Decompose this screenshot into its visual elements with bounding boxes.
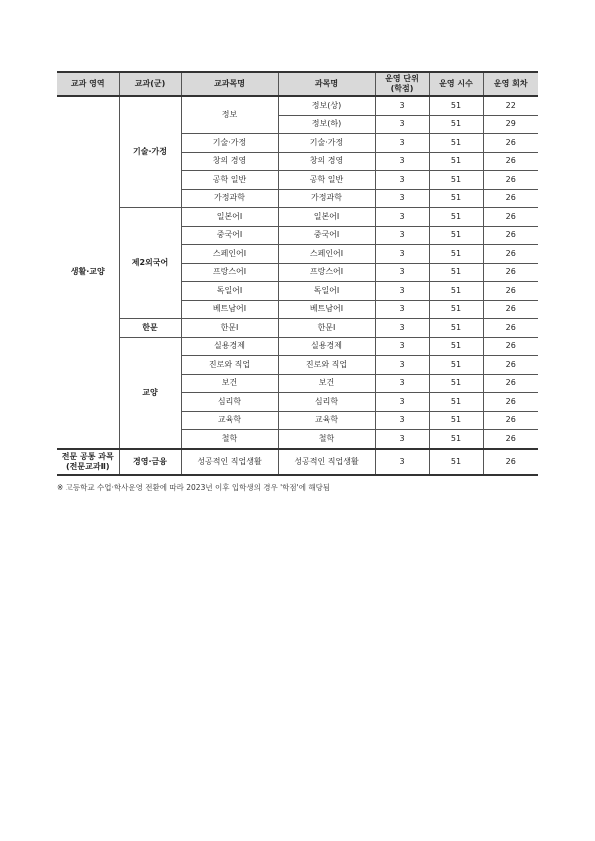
sessions-cell: 26: [483, 208, 538, 227]
course-cell: 보건: [278, 374, 375, 393]
group-cell: 교양: [119, 337, 181, 449]
group-cell: 한문: [119, 319, 181, 338]
subject-cell: 기술·가정: [181, 134, 278, 153]
course-cell: 스페인어Ⅰ: [278, 245, 375, 264]
units-cell: 3: [375, 430, 429, 449]
course-cell: 한문Ⅰ: [278, 319, 375, 338]
hours-cell: 51: [429, 208, 483, 227]
footnote: ※ 고등학교 수업·학사운영 전환에 따라 2023년 이후 입학생의 경우 '학점'에 해당됨: [57, 482, 331, 492]
table-row: [57, 449, 538, 475]
subject-cell: 가정과학: [181, 189, 278, 208]
units-cell: 3: [375, 208, 429, 227]
sessions-cell: 26: [483, 152, 538, 171]
header-row: [57, 72, 538, 96]
hours-cell: 51: [429, 411, 483, 430]
hours-cell: 51: [429, 356, 483, 375]
header-hours: 운영 시수: [429, 72, 483, 96]
units-cell: 3: [375, 374, 429, 393]
sessions-cell: 26: [483, 449, 538, 475]
sessions-cell: 26: [483, 374, 538, 393]
subject-cell: 진로와 직업: [181, 356, 278, 375]
course-cell: 기술·가정: [278, 134, 375, 153]
course-cell: 가정과학: [278, 189, 375, 208]
hours-cell: 51: [429, 449, 483, 475]
units-cell: 3: [375, 263, 429, 282]
table-row: [57, 96, 538, 115]
course-cell: 프랑스어Ⅰ: [278, 263, 375, 282]
sessions-cell: 26: [483, 282, 538, 301]
course-cell: 정보(하): [278, 115, 375, 134]
course-cell: 실용경제: [278, 337, 375, 356]
table-row: [57, 208, 538, 227]
group-cell: 제2외국어: [119, 208, 181, 319]
sessions-cell: 26: [483, 411, 538, 430]
units-cell: 3: [375, 134, 429, 153]
area-cell-vocational: [57, 449, 119, 475]
sessions-cell: 26: [483, 171, 538, 190]
sessions-cell: 26: [483, 393, 538, 412]
area-vocational-line2: (전문교과Ⅱ): [66, 461, 110, 471]
course-cell: 성공적인 직업생활: [278, 449, 375, 475]
hours-cell: 51: [429, 134, 483, 153]
units-cell: 3: [375, 356, 429, 375]
course-cell: 철학: [278, 430, 375, 449]
sessions-cell: 26: [483, 337, 538, 356]
sessions-cell: 26: [483, 300, 538, 319]
sessions-cell: 26: [483, 263, 538, 282]
subject-cell: 정보: [181, 96, 278, 134]
subject-cell: 독일어Ⅰ: [181, 282, 278, 301]
header-sessions: 운영 회차: [483, 72, 538, 96]
hours-cell: 51: [429, 374, 483, 393]
hours-cell: 51: [429, 245, 483, 264]
units-cell: 3: [375, 411, 429, 430]
units-cell: 3: [375, 115, 429, 134]
hours-cell: 51: [429, 430, 483, 449]
course-cell: 정보(상): [278, 96, 375, 115]
subject-cell: 창의 경영: [181, 152, 278, 171]
sessions-cell: 26: [483, 245, 538, 264]
units-cell: 3: [375, 449, 429, 475]
units-cell: 3: [375, 282, 429, 301]
sessions-cell: 26: [483, 430, 538, 449]
header-area: 교과 영역: [57, 72, 119, 96]
subject-cell: 심리학: [181, 393, 278, 412]
hours-cell: 51: [429, 319, 483, 338]
sessions-cell: 26: [483, 226, 538, 245]
subject-cell: 한문Ⅰ: [181, 319, 278, 338]
sessions-cell: 22: [483, 96, 538, 115]
curriculum-table: [57, 71, 538, 476]
sessions-cell: 29: [483, 115, 538, 134]
hours-cell: 51: [429, 300, 483, 319]
document-page: [57, 71, 538, 493]
sessions-cell: 26: [483, 356, 538, 375]
hours-cell: 51: [429, 115, 483, 134]
group-cell: 기술·가정: [119, 96, 181, 208]
sessions-cell: 26: [483, 319, 538, 338]
hours-cell: 51: [429, 189, 483, 208]
hours-cell: 51: [429, 226, 483, 245]
units-cell: 3: [375, 319, 429, 338]
units-cell: 3: [375, 226, 429, 245]
course-cell: 베트남어Ⅰ: [278, 300, 375, 319]
subject-cell: 철학: [181, 430, 278, 449]
table-row: [57, 337, 538, 356]
header-units: 운영 단위 (학점): [375, 72, 429, 96]
hours-cell: 51: [429, 96, 483, 115]
units-cell: 3: [375, 245, 429, 264]
subject-cell: 스페인어Ⅰ: [181, 245, 278, 264]
hours-cell: 51: [429, 337, 483, 356]
units-cell: 3: [375, 152, 429, 171]
sessions-cell: 26: [483, 189, 538, 208]
subject-cell: 공학 일반: [181, 171, 278, 190]
hours-cell: 51: [429, 263, 483, 282]
hours-cell: 51: [429, 393, 483, 412]
sessions-cell: 26: [483, 134, 538, 153]
course-cell: 교육학: [278, 411, 375, 430]
subject-cell: 일본어Ⅰ: [181, 208, 278, 227]
subject-cell: 프랑스어Ⅰ: [181, 263, 278, 282]
subject-cell: 보건: [181, 374, 278, 393]
course-cell: 공학 일반: [278, 171, 375, 190]
course-cell: 심리학: [278, 393, 375, 412]
units-cell: 3: [375, 189, 429, 208]
header-subject: 교과목명: [181, 72, 278, 96]
units-cell: 3: [375, 393, 429, 412]
area-cell: 생활·교양: [57, 96, 119, 449]
subject-cell: 베트남어Ⅰ: [181, 300, 278, 319]
subject-cell: 중국어Ⅰ: [181, 226, 278, 245]
subject-cell: 교육학: [181, 411, 278, 430]
area-vocational-line1: 전문 공통 과목: [61, 451, 114, 461]
group-cell: 경영·금융: [119, 449, 181, 475]
course-cell: 일본어Ⅰ: [278, 208, 375, 227]
header-group: 교과(군): [119, 72, 181, 96]
units-cell: 3: [375, 96, 429, 115]
subject-cell: 성공적인 직업생활: [181, 449, 278, 475]
subject-cell: 실용경제: [181, 337, 278, 356]
units-cell: 3: [375, 171, 429, 190]
table-row: [57, 319, 538, 338]
units-cell: 3: [375, 300, 429, 319]
course-cell: 창의 경영: [278, 152, 375, 171]
units-cell: 3: [375, 337, 429, 356]
hours-cell: 51: [429, 152, 483, 171]
hours-cell: 51: [429, 282, 483, 301]
header-course: 과목명: [278, 72, 375, 96]
course-cell: 중국어Ⅰ: [278, 226, 375, 245]
hours-cell: 51: [429, 171, 483, 190]
course-cell: 독일어Ⅰ: [278, 282, 375, 301]
course-cell: 진로와 직업: [278, 356, 375, 375]
